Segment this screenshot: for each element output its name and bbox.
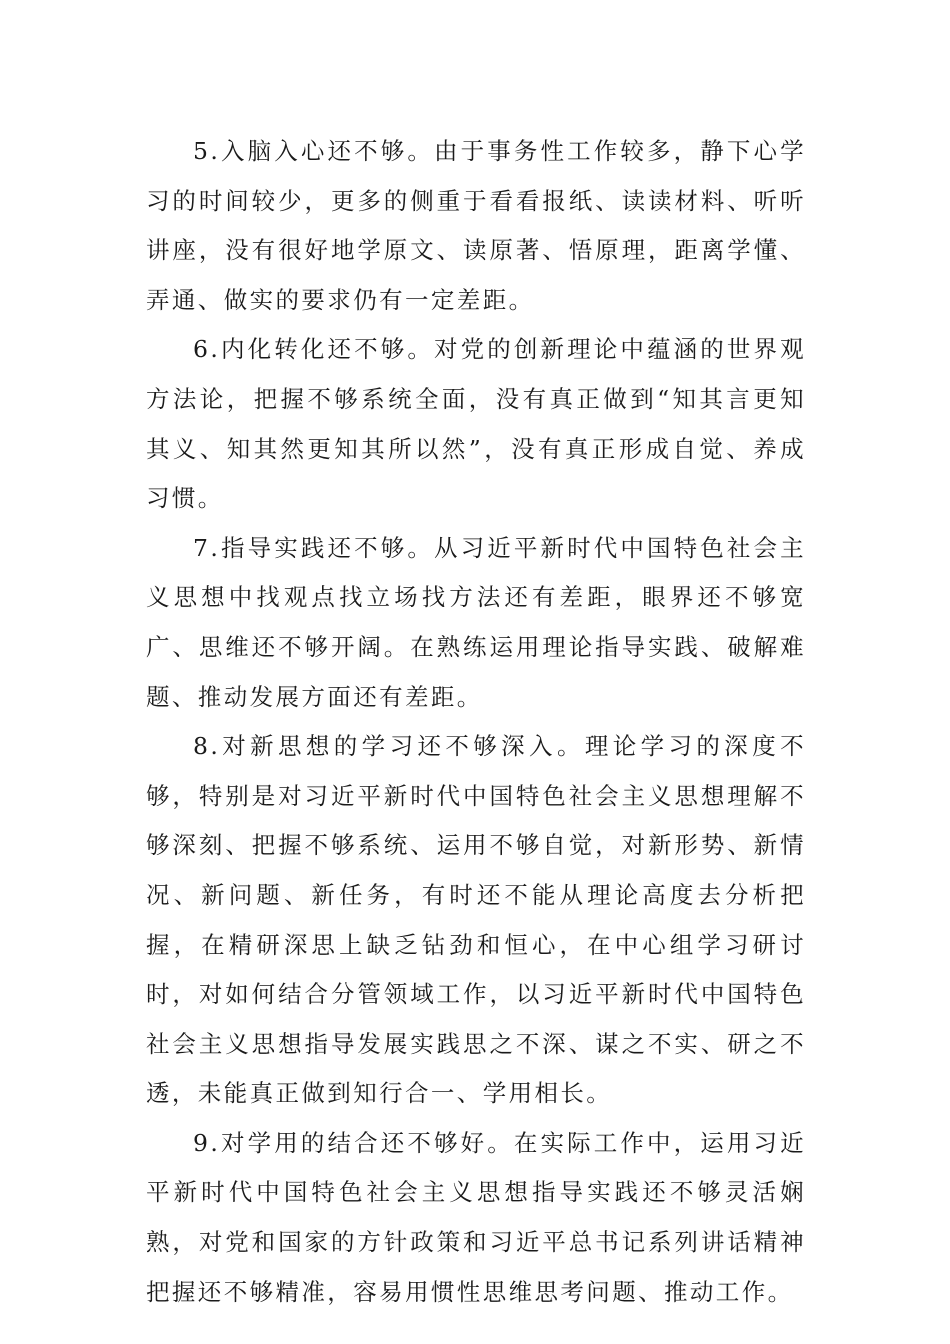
paragraph-item-6: 6.内化转化还不够。对党的创新理论中蕴涵的世界观方法论，把握不够系统全面，没有真正做到“知其言更知其义、知其然更知其所以然”，没有真正形成自觉、养成习惯。 xyxy=(146,335,806,513)
paragraph-item-9: 9.对学用的结合还不够好。在实际工作中，运用习近平新时代中国特色社会主义思想指导实践还不够灵活娴熟，对党和国家的方针政策和习近平总书记系列讲话精神把握还不够精准，容易用惯性思维思考问题、推动工作。 xyxy=(146,1128,806,1306)
paragraph-item-5: 5.入脑入心还不够。由于事务性工作较多，静下心学习的时间较少，更多的侧重于看看报纸、读读材料、听听讲座，没有很好地学原文、读原著、悟原理，距离学懂、弄通、做实的要求仍有一定差距。 xyxy=(146,137,806,314)
paragraph-item-7: 7.指导实践还不够。从习近平新时代中国特色社会主义思想中找观点找立场找方法还有差距，眼界还不够宽广、思维还不够开阔。在熟练运用理论指导实践、破解难题、推动发展方面还有差距。 xyxy=(146,533,806,711)
document-body xyxy=(146,127,806,1317)
paragraph-item-8: 8.对新思想的学习还不够深入。理论学习的深度不够，特别是对习近平新时代中国特色社会主义思想理解不够深刻、把握不够系统、运用不够自觉，对新形势、新情况、新问题、新任务，有时还不能从理论高度去分析把握，在精研深思上缺乏钻劲和恒心，在中心组学习研讨时，对如何结合分管领域工作，以习近平新时代中国特色社会主义思想指导发展实践思之不深、谋之不实、研之不透，未能真正做到知行合一、学用相长。 xyxy=(146,732,806,1108)
